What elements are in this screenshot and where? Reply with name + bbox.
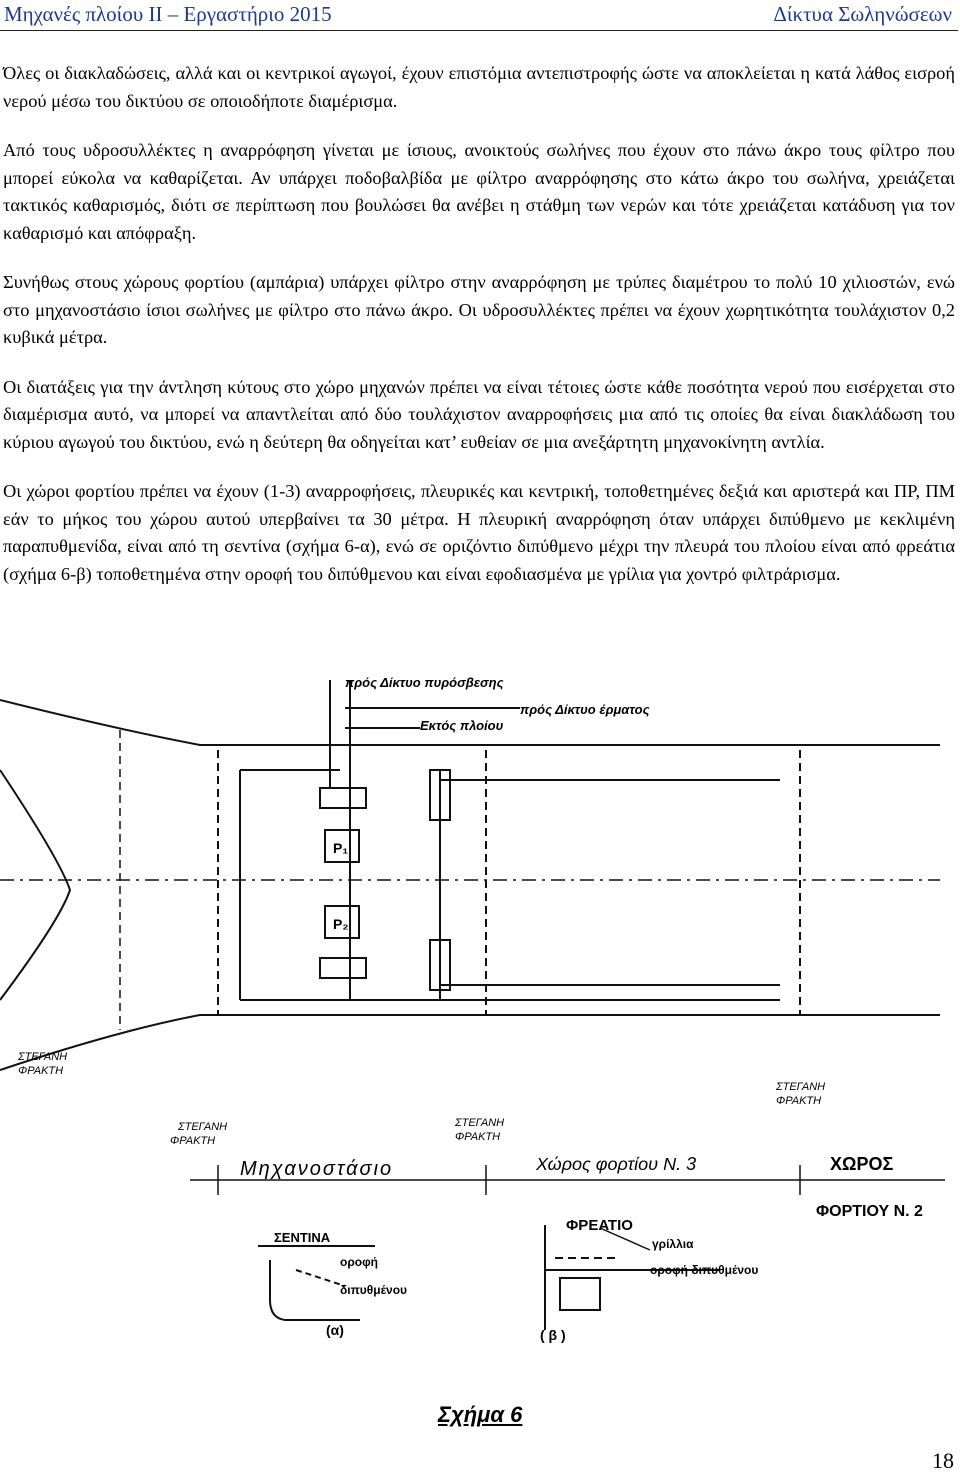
bulkhead-left-l1: ΣΤΕΓΑΝΗ [18,1051,68,1063]
label-a: (α) [326,1322,344,1338]
bulkhead-bl-l2: ΦΡΑΚΤΗ [170,1135,216,1147]
label-cargo-2-l1: ΧΩΡΟΣ [830,1154,894,1174]
freatio-box [560,1278,600,1310]
label-grillia: γρίλλια [652,1237,694,1251]
label-cargo-3: Χώρος φορτίου Ν. 3 [536,1154,697,1174]
body-text [3,60,955,610]
stern-shape [0,770,70,1000]
paragraph-3: Συνήθως στους χώρους φορτίου (αμπάρια) υπάρχει φίλτρο στην αναρρόφηση με τρύπες διαμέτρου το πολύ 10 χιλιοστών, ενώ στο μηχανοστάσιο ίσιοι σωλήνες με φίλτρο στο πάνω άκρο. Οι υδροσυλλέκτες πρέπει να έχουν χωρητικότητα τουλάχιστον 0,2 κυβικά μέτρα. [3,272,955,347]
page-header [0,0,960,36]
paragraph-4: Οι διατάξεις για την άντληση κύτους στο χώρο μηχανών πρέπει να είναι τέτοιες ώστε κάθε ποσότητα νερού που εισέρχεται στο διαμέρισμα αυτό, να μπορεί να απαντλείται από δύο τουλάχιστον αναρροφήσεις μια από τις οποίες θα είναι διακλάδωση του κύριου αγωγού του δικτύου, ενώ η δεύτερη θα οδηγείται κατ’ ευθείαν σε μια ανεξάρτητη μηχανοκίνητη αντλία. [3,376,955,452]
pump-p1-label: P₁ [333,840,349,856]
label-ballast: πρός Δίκτυο έρματος [520,702,650,717]
label-dipythmenou: διπυθμένου [340,1283,408,1297]
label-orofi: οροφή [340,1255,378,1269]
paragraph-5: Οι χώροι φορτίου πρέπει να έχουν (1-3) αναρροφήσεις, πλευρικές και κεντρική, τοποθετημένες δεξιά και αριστερά και ΠΡ, ΠΜ εάν το μήκος του χώρου αυτού υπερβαίνει τα 30 μέτρα. Η πλευρική αναρρόφηση όταν υπάρχει διπύθμενο με κεκλιμένη παραπυθμενίδα, είναι από τη σεντίνα (σχήμα 6-α), ενώ σε οριζόντιο διπύθμενο μέχρι την πλευρά του πλοίου είναι από φρεάτια (σχήμα 6-β) τοποθετημένα στην οροφή του διπύθμενου και είναι εφοδιασμένα με γρίλια για χοντρό φιλτράρισμα. [3,481,955,584]
bulkhead-mid-l2: ΦΡΑΚΤΗ [455,1131,501,1143]
valve-chest-bottom [320,958,366,978]
label-fire: πρός Δίκτυο πυρόσβεσης [345,675,504,690]
bulkhead-bl-l1: ΣΤΕΓΑΝΗ [178,1121,228,1133]
header-chapter-title: Δίκτυα Σωληνώσεων [773,2,952,26]
label-overboard: Εκτός πλοίου [420,718,504,733]
header-course-title: Μηχανές πλοίου ΙΙ – Εργαστήριο 2015 [4,2,332,26]
bilge-system-figure [0,670,960,1430]
paragraph-1: Όλες οι διακλαδώσεις, αλλά και οι κεντρικοί αγωγοί, έχουν επιστόμια αντεπιστροφής ώστε να αποκλείεται η κατά λάθος εισροή νερού μέσω του δικτύου σε οποιοδήποτε διαμέρισμα. [3,63,955,111]
bulkhead-left-l2: ΦΡΑΚΤΗ [18,1065,64,1077]
pump-p2-label: P₂ [333,916,349,932]
label-cargo-2-l2: ΦΟΡΤΙΟΥ Ν. 2 [816,1203,923,1220]
hull-bottom-line [0,1015,940,1070]
header-rule [0,30,958,31]
label-orofi-dipythmenou: οροφή διπυθμένου [650,1263,759,1277]
bulkhead-right-l2: ΦΡΑΚΤΗ [776,1095,822,1107]
label-b: ( β ) [540,1327,566,1343]
valve-chest-top [320,788,366,808]
label-engine-room: Μηχανοστάσιο [240,1158,394,1180]
label-freatio: ΦΡΕΑΤΙΟ [566,1217,633,1234]
figure-caption: Σχήμα 6 [438,1402,523,1427]
bilge-system-diagram [0,670,960,1410]
bulkhead-right-l1: ΣΤΕΓΑΝΗ [776,1081,826,1093]
label-sentina: ΣΕΝΤΙΝΑ [274,1230,331,1245]
paragraph-2: Από τους υδροσυλλέκτες η αναρρόφηση γίνεται με ίσιους, ανοικτούς σωλήνες που έχουν στο πάνω άκρο τους φίλτρο που μπορεί εύκολα να καθαρίζεται. Αν υπάρχει ποδοβαλβίδα με φίλτρο αναρρόφησης στο κάτω άκρο του σωλήνα, χρειάζεται τακτικός καθαρισμός, διότι σε περίπτωση που βουλώσει θα ανέβει η στάθμη των νερών και τότε χρειάζεται κατάδυση για τον καθαρισμό και απόφραξη. [3,140,955,243]
bulkhead-mid-l1: ΣΤΕΓΑΝΗ [455,1117,505,1129]
page-number: 18 [932,1448,954,1473]
